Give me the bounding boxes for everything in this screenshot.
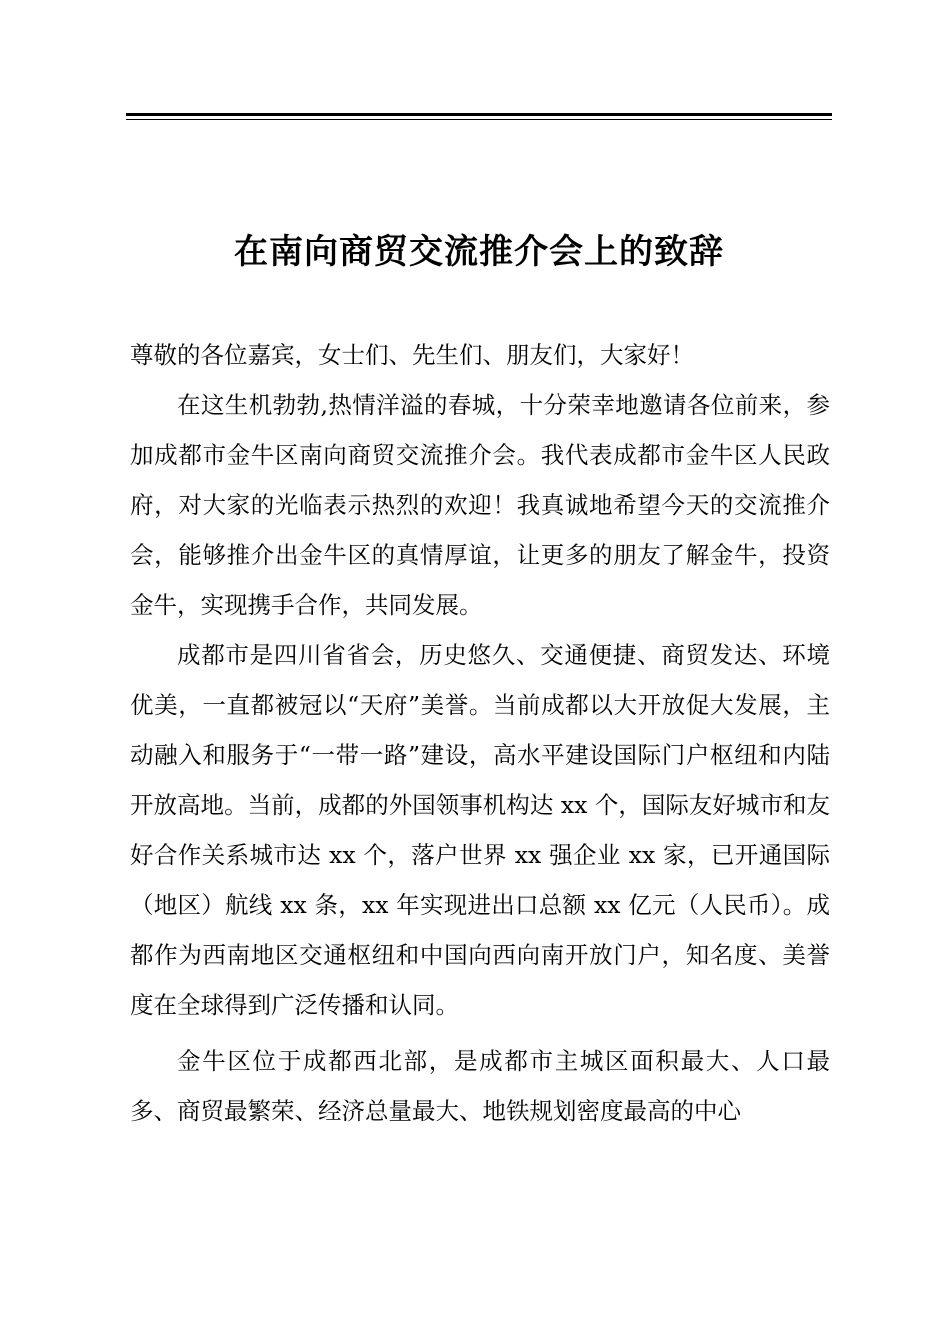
header-rule-thick: [126, 113, 832, 116]
header-rule-thin: [126, 119, 832, 120]
salutation: 尊敬的各位嘉宾，女士们、先生们、朋友们，大家好！: [130, 341, 694, 369]
paragraph: 成都市是四川省省会，历史悠久、交通便捷、商贸发达、环境优美，一直都被冠以“天府”美誉。当前成都以大开放促大发展，主动融入和服务于“一带一路”建设，高水平建设国际门户枢纽和内陆开放高地。当前，成都的外国领事机构达 xx 个，国际友好城市和友好合作关系城市达 xx 个，落户世界 xx 强企业 xx 家，已开通国际（地区）航线 xx 条，xx 年实现进出口总额 xx 亿元（人民币）。成都作为西南地区交通枢纽和中国向西向南开放门户，知名度、美誉度在全球得到广泛传播和认同。: [130, 641, 830, 1019]
document-body: [130, 330, 830, 1136]
paragraph: 金牛区位于成都西北部，是成都市主城区面积最大、人口最多、商贸最繁荣、经济总量最大、地铁规划密度最高的中心: [130, 1047, 830, 1125]
paragraph: 在这生机勃勃,热情洋溢的春城，十分荣幸地邀请各位前来，参加成都市金牛区南向商贸交流推介会。我代表成都市金牛区人民政府，对大家的光临表示热烈的欢迎！我真诚地希望今天的交流推介会，能够推介出金牛区的真情厚谊，让更多的朋友了解金牛，投资金牛，实现携手合作，共同发展。: [130, 391, 830, 619]
document-title: 在南向商贸交流推介会上的致辞: [234, 232, 724, 272]
